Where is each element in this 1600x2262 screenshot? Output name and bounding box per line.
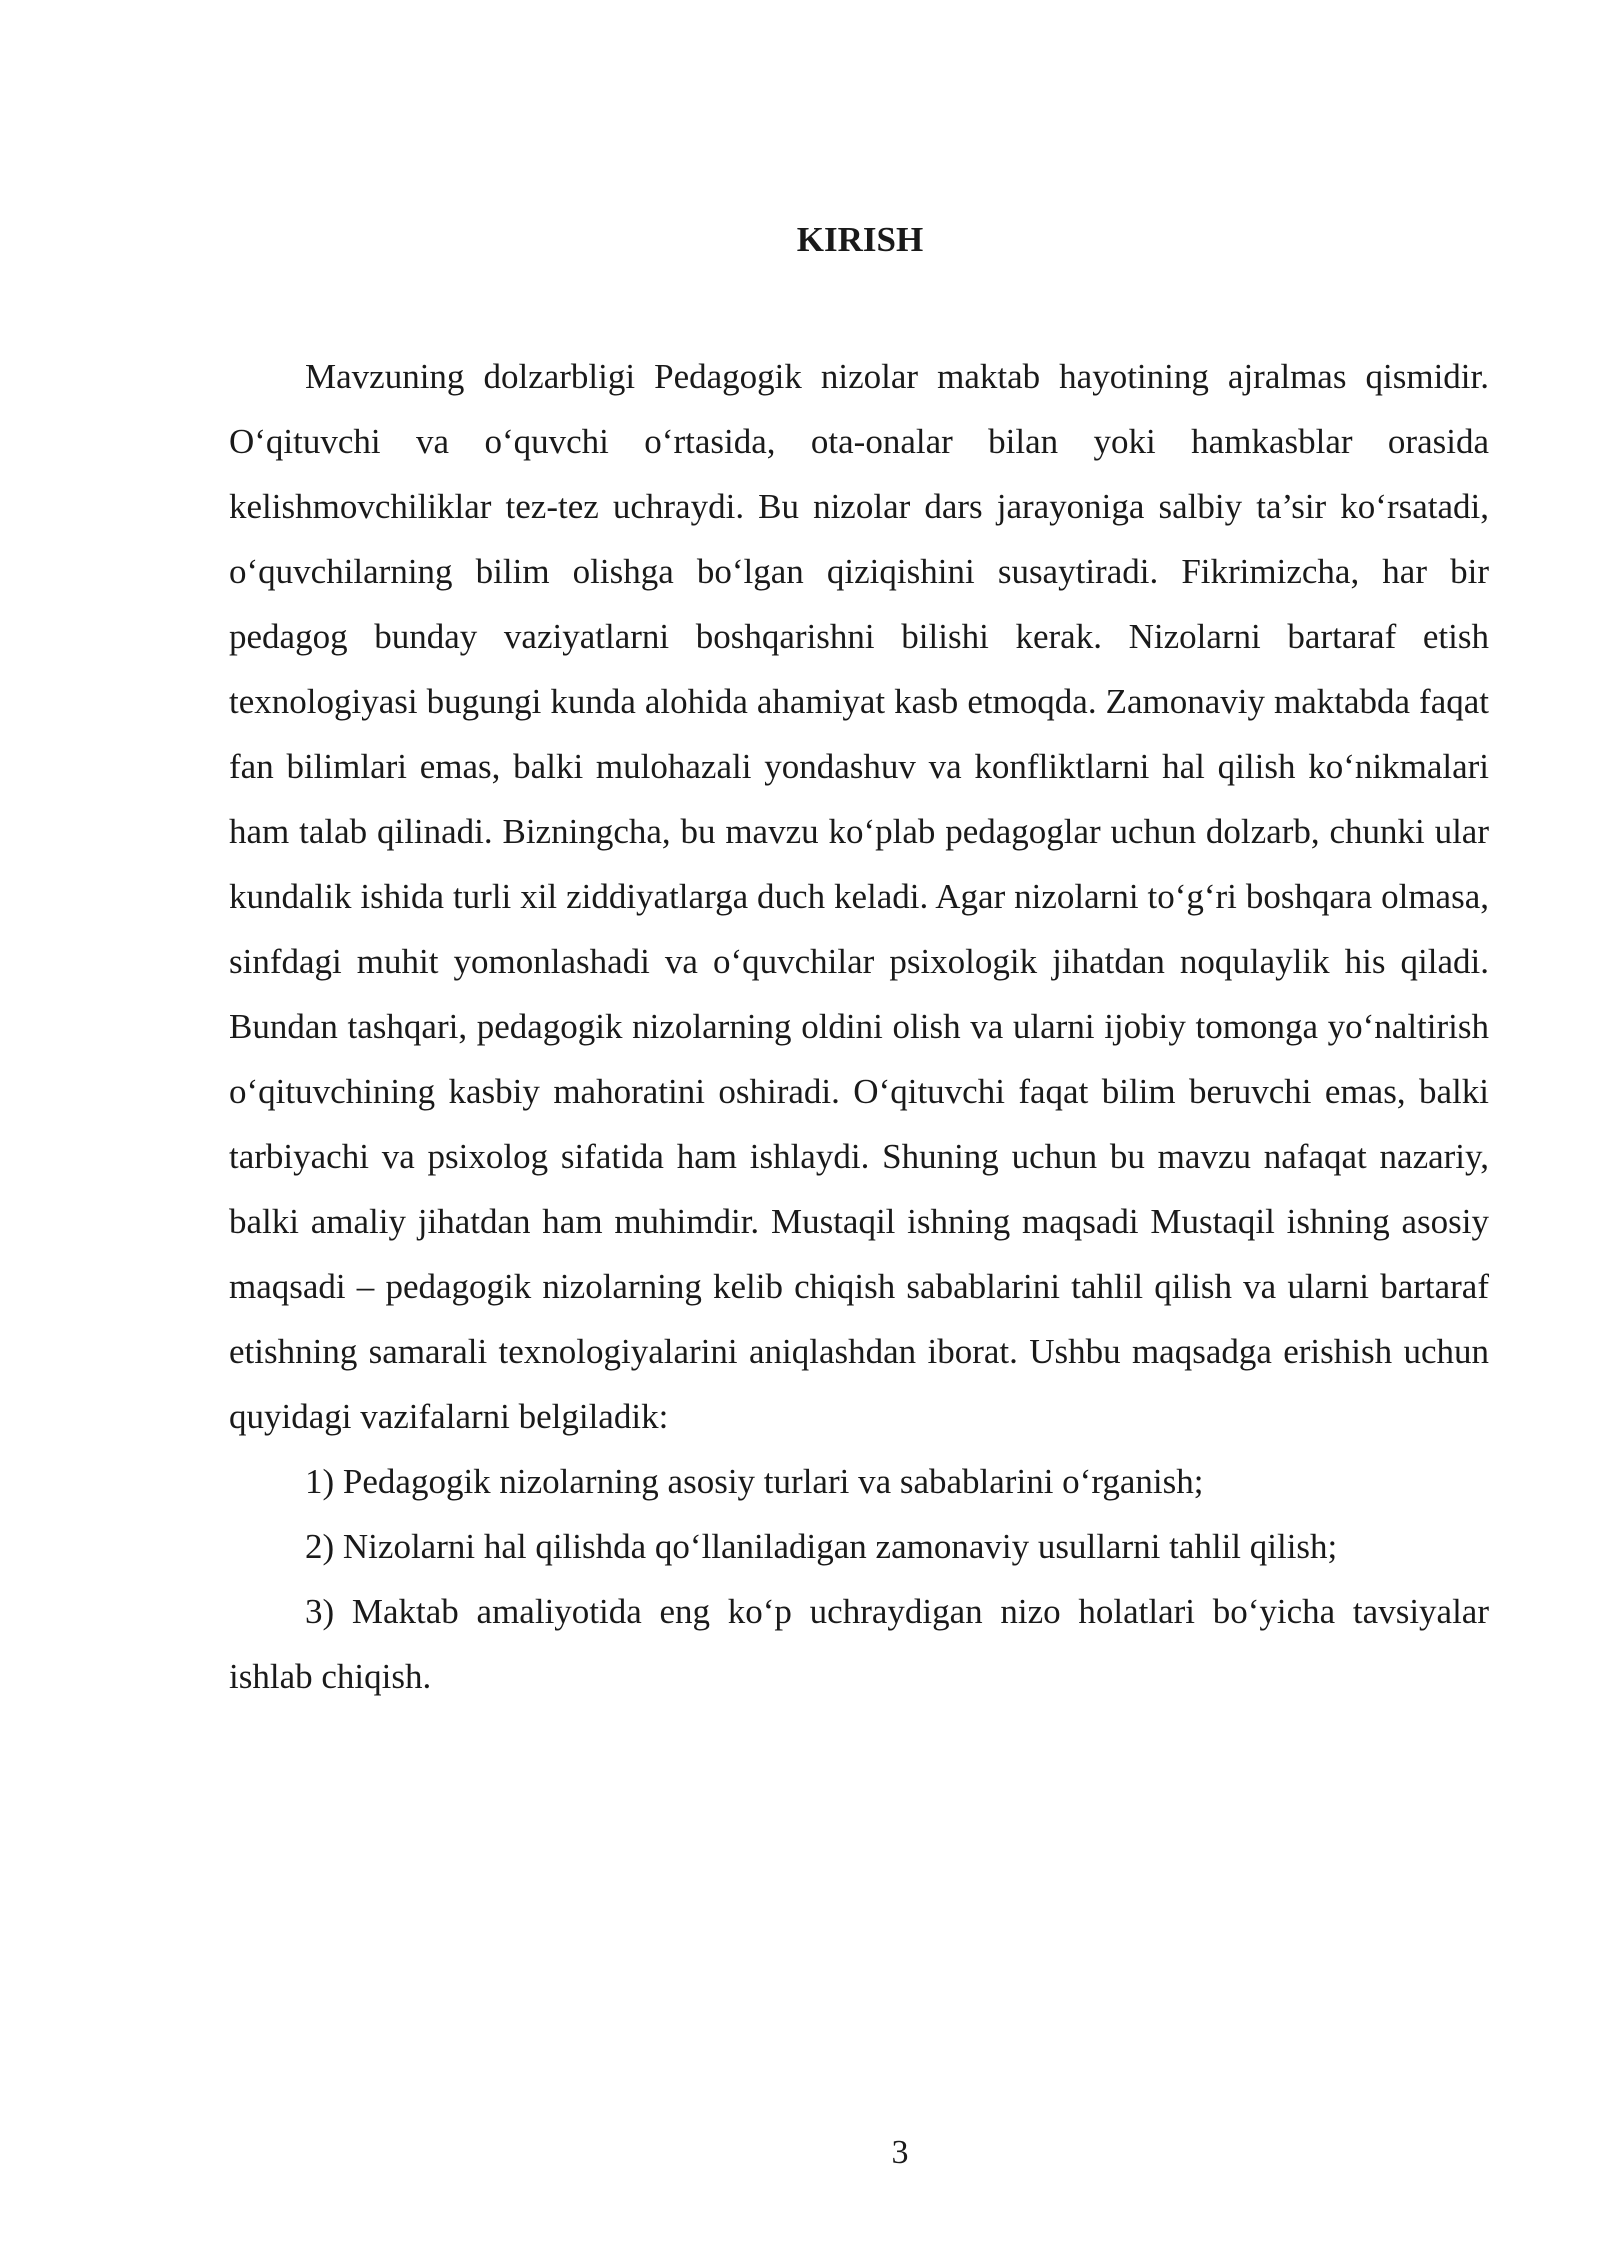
page-number: 3	[891, 2134, 909, 2171]
task-item-1: 1) Pedagogik nizolarning asosiy turlari va sabablarini o‘rganish;	[305, 1462, 1204, 1501]
page-heading: KIRISH	[796, 220, 924, 259]
intro-paragraph: Mavzuning dolzarbligi Pedagogik nizolar maktab hayotining ajralmas qismidir. O‘qituvchi va o‘quvchi o‘rtasida, ota-onalar bilan yoki hamkasblar orasida kelishmovchiliklar tez-tez uchraydi. Bu nizolar dars jarayoniga salbiy ta’sir ko‘rsatadi, o‘quvchilarning bilim olishga bo‘lgan qiziqishini susaytiradi. Fikrimizcha, har bir pedagog bunday vaziyatlarni boshqarishni bilishi kerak. Nizolarni bartaraf etish texnologiyasi bugungi kunda alohida ahamiyat kasb etmoqda. Zamonaviy maktabda faqat fan bilimlari emas, balki mulohazali yondashuv va konfliktlarni hal qilish ko‘nikmalari ham talab qilinadi. Bizningcha, bu mavzu ko‘plab pedagoglar uchun dolzarb, chunki ular kundalik ishida turli xil ziddiyatlarga duch keladi. Agar nizolarni to‘g‘ri boshqara olmasa, sinfdagi muhit yomonlashadi va o‘quvchilar psixologik jihatdan noqulaylik his qiladi. Bundan tashqari, pedagogik nizolarning oldini olish va ularni ijobiy tomonga yo‘naltirish o‘qituvchining kasbiy mahoratini oshiradi. O‘qituvchi faqat bilim beruvchi emas, balki tarbiyachi va psixolog sifatida ham ishlaydi. Shuning uchun bu mavzu nafaqat nazariy, balki amaliy jihatdan ham muhimdir. Mustaqil ishning maqsadi Mustaqil ishning asosiy maqsadi – pedagogik nizolarning kelib chiqish sabablarini tahlil qilish va ularni bartaraf etishning samarali texnologiyalarini aniqlashdan iborat. Ushbu maqsadga erishish uchun quyidagi vazifalarni belgiladik:	[229, 357, 1489, 1436]
document-body	[229, 344, 1489, 1709]
task-item-3: 3) Maktab amaliyotida eng ko‘p uchraydigan nizo holatlari bo‘yicha tavsiyalar ishlab chiqish.	[229, 1592, 1489, 1696]
task-item-2: 2) Nizolarni hal qilishda qo‘llaniladigan zamonaviy usullarni tahlil qilish;	[305, 1527, 1338, 1566]
